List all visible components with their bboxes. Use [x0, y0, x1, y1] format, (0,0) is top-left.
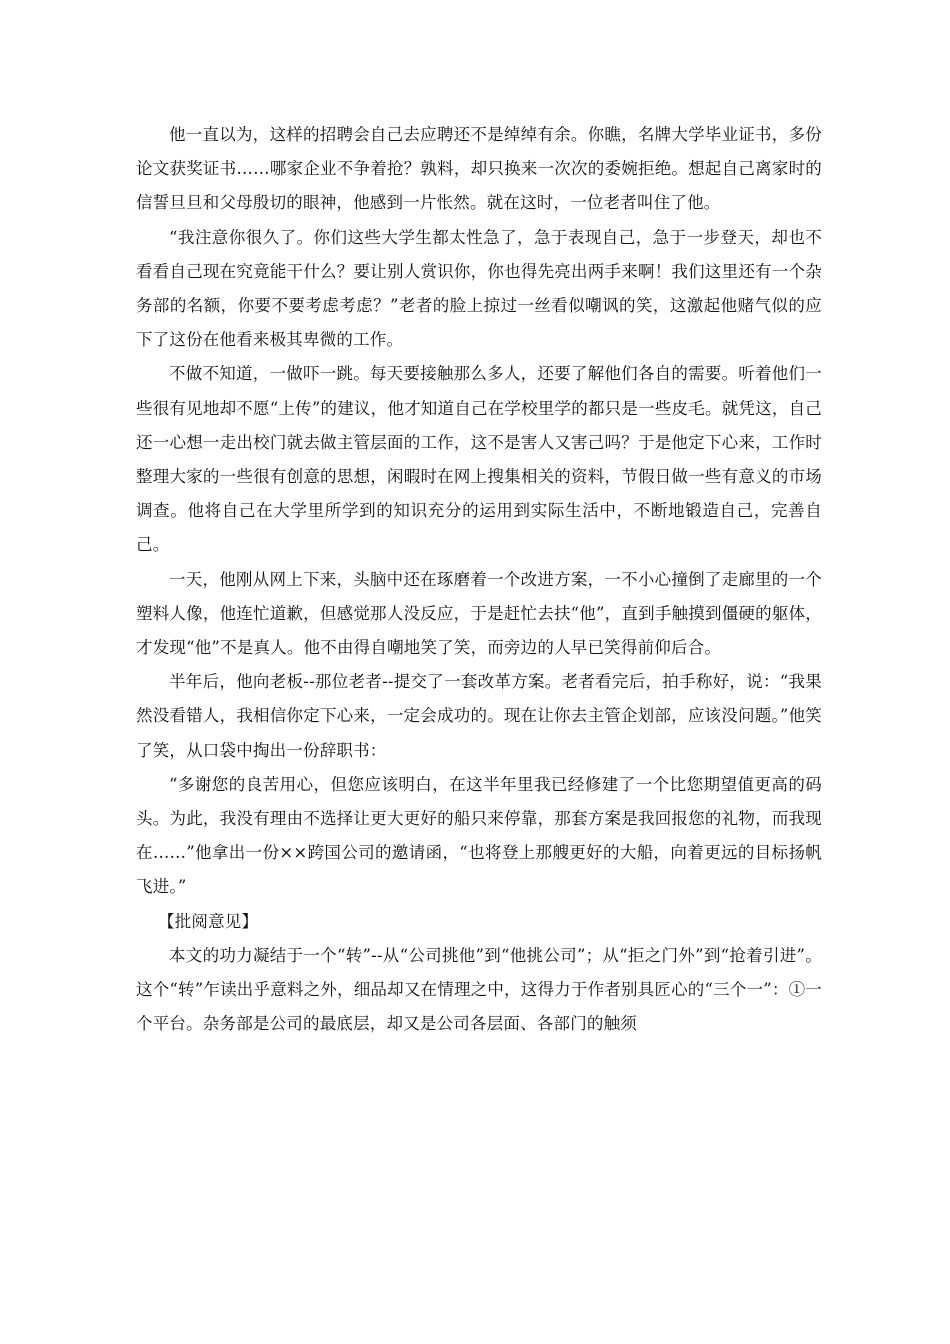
review-comment-paragraph: 本文的功力凝结于一个“转”--从“公司挑他”到“他挑公司”；从“拒之门外”到“抢着引进”。这个“转”乍读出乎意料之外，细品却又在情理之中，这得力于作者别具匠心的“三个一”：①一个平台。杂务部是公司的最底层，却又是公司各层面、各部门的触须 — [136, 945, 822, 1034]
story-paragraph-3: 不做不知道，一做吓一跳。每天要接触那么多人，还要了解他们各自的需要。听着他们一些很有见地却不愿“上传”的建议，他才知道自己在学校里学的都只是一些皮毛。就凭这，自己还一心想一走出校门就去做主管层面的工作，这不是害人又害己吗？于是他定下心来，工作时整理大家的一些很有创意的思想，闲暇时在网上搜集相关的资料，节假日做一些有意义的市场调查。他将自己在大学里所学到的知识充分的运用到实际生活中，不断地锻造自己，完善自己。 — [136, 364, 822, 555]
story-paragraph-1: 他一直以为，这样的招聘会自己去应聘还不是绰绰有余。你瞧，名牌大学毕业证书，多份论文获奖证书……哪家企业不争着抢？孰料，却只换来一次次的委婉拒绝。想起自己离家时的信誓旦旦和父母殷切的眼神，他感到一片怅然。就在这时，一位老者叫住了他。 — [136, 125, 822, 213]
story-paragraph-4: 一天，他刚从网上下来，头脑中还在琢磨着一个改进方案，一不小心撞倒了走廊里的一个塑料人像，他连忙道歉，但感觉那人没反应，于是赶忙去扶“他”，直到手触摸到僵硬的躯体，才发现“他”不是真人。他不由得自嘲地笑了笑，而旁边的人早已笑得前仰后合。 — [136, 569, 822, 658]
story-paragraph-5: 半年后，他向老板--那位老者--提交了一套改革方案。老者看完后，拍手称好，说：“我果然没看错人，我相信你定下心来，一定会成功的。现在让你去主管企划部，应该没问题。”他笑了笑，从口袋中掏出一份辞职书： — [136, 672, 822, 760]
review-comments-heading: 【批阅意见】 — [158, 911, 259, 931]
story-paragraph-2: “我注意你很久了。你们这些大学生都太性急了，急于表现自己，急于一步登天，却也不看看自己现在究竟能干什么？要让别人赏识你，你也得先亮出两手来啊！我们这里还有一个杂务部的名额，你要不要考虑考虑？”老者的脸上掠过一丝看似嘲讽的笑，这激起他赌气似的应下了这份在他看来极其卑微的工作。 — [136, 227, 822, 350]
story-paragraph-6: “多谢您的良苦用心，但您应该明白，在这半年里我已经修建了一个比您期望值更高的码头。为此，我没有理由不选择让更大更好的船只来停靠，那套方案是我回报您的礼物，而我现在……”他拿出一份××跨国公司的邀请函，“也将登上那艘更好的大船，向着更远的目标扬帆飞进。” — [136, 774, 822, 897]
document-page — [136, 118, 822, 1041]
